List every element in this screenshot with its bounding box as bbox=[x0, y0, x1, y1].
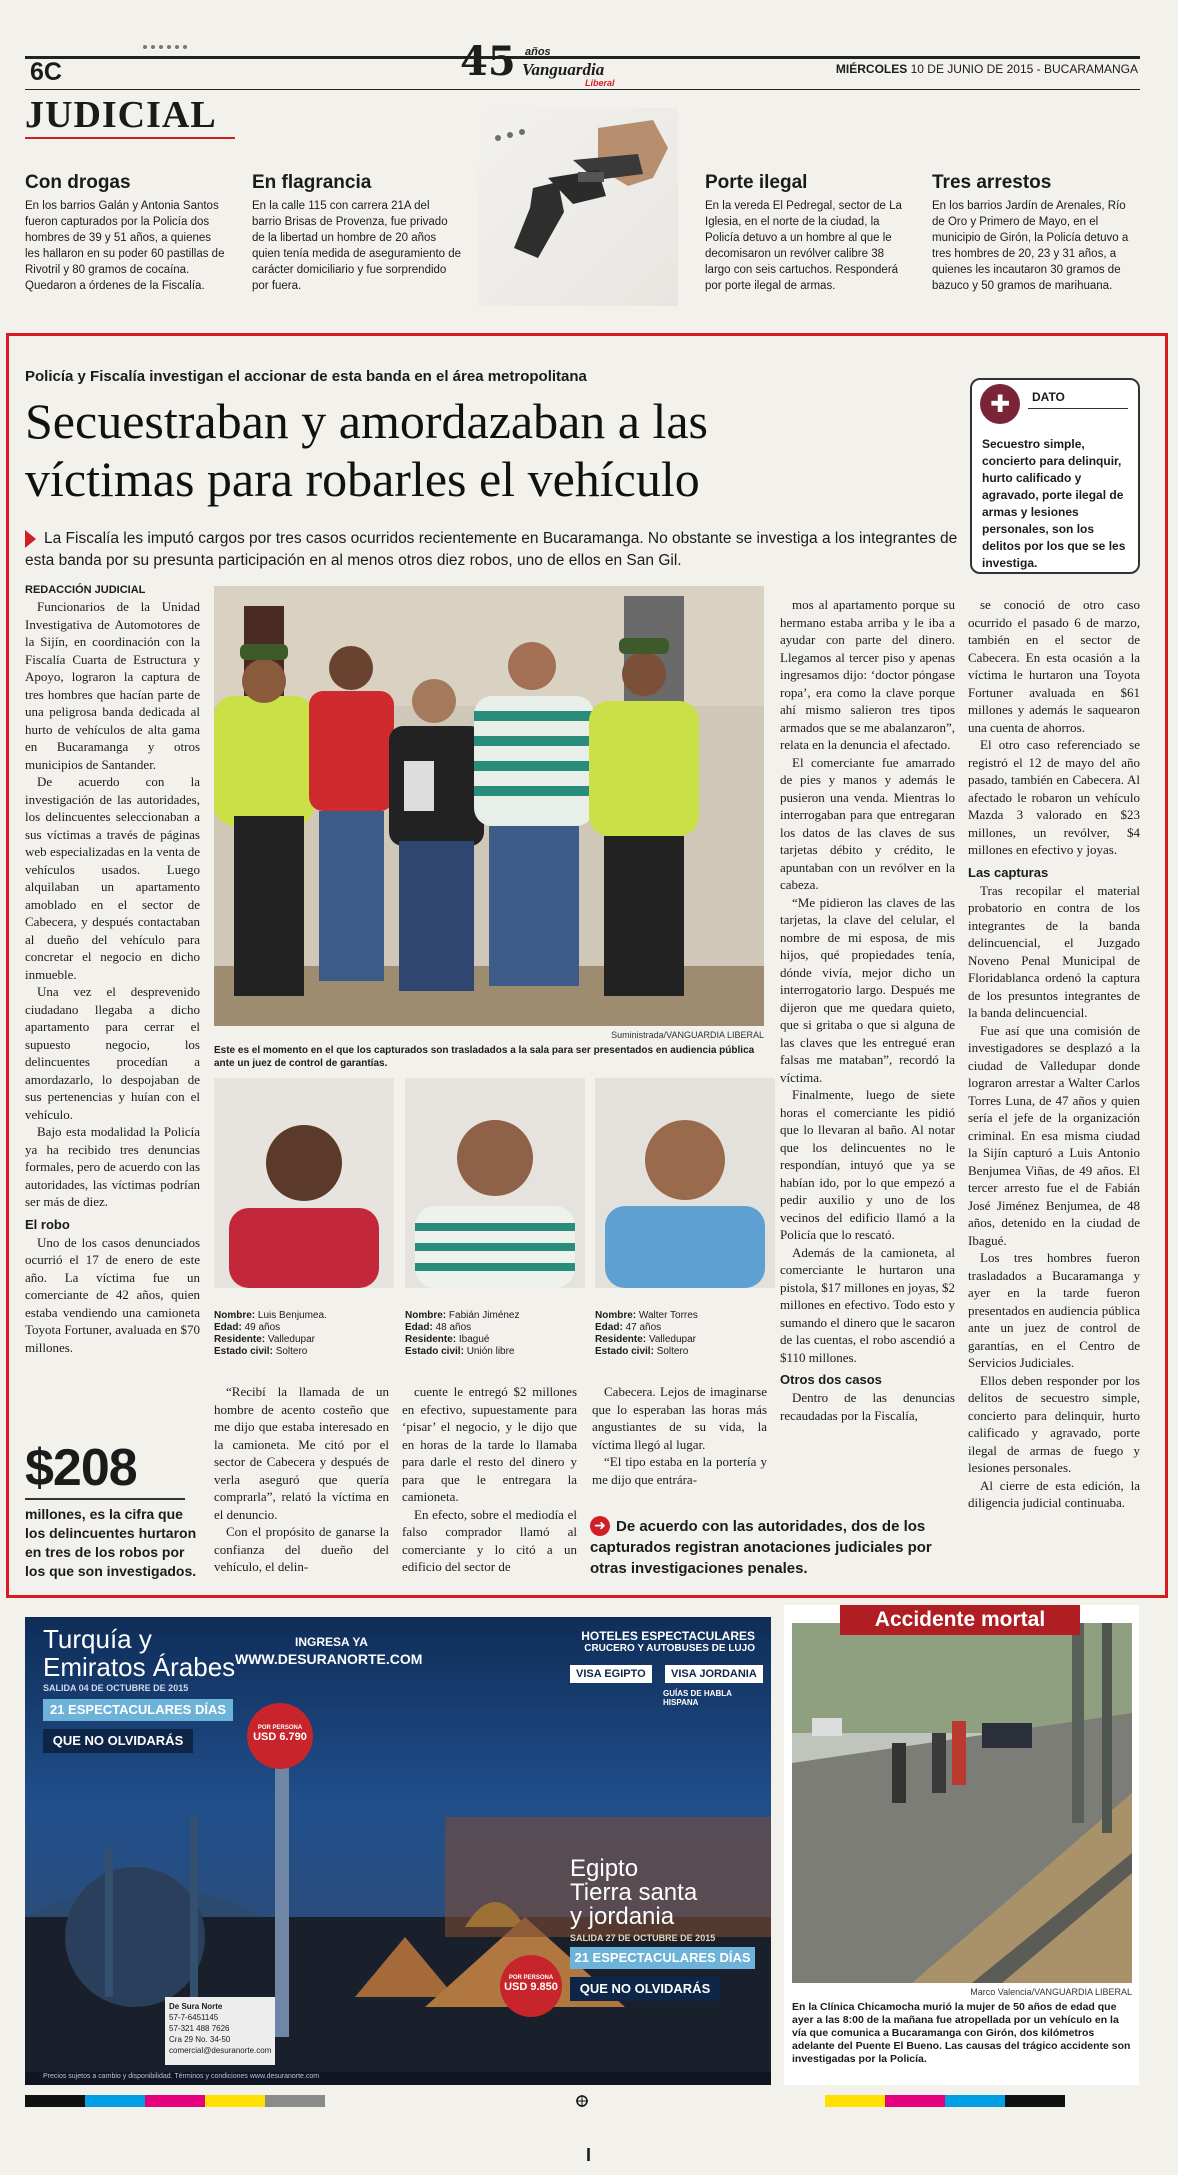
ad-visa-1: VISA EGIPTO bbox=[570, 1665, 652, 1683]
registration-dots bbox=[143, 36, 213, 42]
subhead-el-robo: El robo bbox=[25, 1216, 70, 1232]
ad-phone: 57-7-6451145 bbox=[169, 2013, 219, 2022]
deck-arrow-icon bbox=[25, 530, 36, 548]
brief-title: Tres arrestos bbox=[932, 172, 1052, 193]
ad-title-line: Turquía y bbox=[43, 1624, 152, 1654]
big-number-rule bbox=[25, 1498, 185, 1500]
article-column-2 bbox=[214, 1383, 389, 1576]
mugshot-caption-3 bbox=[595, 1310, 780, 1358]
brief-con-drogas bbox=[25, 172, 225, 294]
logo-name: Vanguardia bbox=[522, 60, 605, 79]
page-end-mark: I bbox=[586, 2145, 592, 2165]
value: Luis Benjumea. bbox=[257, 1310, 327, 1321]
label: Nombre: bbox=[405, 1310, 447, 1321]
paragraph: cuente le entregó $2 millones en efectivo, supuestamente para ‘pisar’ el negocio, y le dijo que en horas de la tarde lo llamaba para darle el resto del dinero y para que le entregara la camioneta. bbox=[402, 1384, 577, 1504]
ad-title-1 bbox=[43, 1625, 235, 1681]
photo-credit: Suministrada/VANGUARDIA LIBERAL bbox=[611, 1030, 764, 1040]
mugshot-fabian-jimenez bbox=[405, 1078, 585, 1288]
accident-caption: En la Clínica Chicamocha murió la mujer de 50 años de edad que ayer a las 8:00 de la mañana fue atropellada por un vehículo en la vía que comunica a Bucaramanga con Girón, dos kilómetros adelante del Puente El Bueno. Las causas del trágico accidente son investigadas por la Policía. bbox=[792, 2001, 1131, 2065]
brief-title: Porte ilegal bbox=[705, 172, 808, 193]
ad-title-line: y jordania bbox=[570, 1903, 675, 1930]
brief-text: En la calle 115 con carrera 21A del barrio Brisas de Provenza, fue privado de la libertad un hombre de 20 años quien tenía medida de aseguramiento de carácter domiciliario y fue sorprendido por fuera. bbox=[252, 200, 462, 292]
date-day: MIÉRCOLES bbox=[835, 62, 908, 76]
label: Edad: bbox=[595, 1322, 623, 1333]
ad-title-2 bbox=[570, 1857, 697, 1929]
label: Estado civil: bbox=[595, 1346, 654, 1357]
value: Unión libre bbox=[466, 1346, 515, 1357]
paragraph: “Me pidieron las claves de las tarjetas, la clave del celular, el nombre de mi esposa, de mis hijos, qué propiedades tenía, dónde vivía, mejor dicho un interrogatorio largo. Después me dijeron que me quedara quieto, que si gritaba o que si alguna de las claves que les entregué eran falsas me mataban”, recordó la víctima. bbox=[780, 894, 955, 1085]
ad-phone: 57-321 488 7626 bbox=[169, 2024, 230, 2033]
puzzle-icon: ✚ bbox=[980, 384, 1020, 424]
paragraph: Uno de los casos denunciados ocurrió el 17 de enero de este año. La víctima fue un comerciante de 42 años, quien estaba vendiendo una camioneta Toyota Fortuner, avaluada en $70 millones. bbox=[25, 1234, 200, 1355]
article-byline: REDACCIÓN JUDICIAL bbox=[25, 584, 146, 596]
ad-salida-1: SALIDA 04 DE OCTUBRE DE 2015 bbox=[43, 1683, 189, 1693]
article-column-3 bbox=[402, 1383, 577, 1576]
value: Walter Torres bbox=[638, 1310, 698, 1321]
big-number: $208 bbox=[25, 1439, 137, 1497]
ad-hoteles bbox=[565, 1629, 755, 1654]
label: Edad: bbox=[214, 1322, 242, 1333]
paragraph: Una vez el desprevenido ciudadano llegaba a dicho apartamento para cerrar el supuesto negocio, los delincuentes procedían a amordazarlo, lo despojaban de sus pertenencias y huían con el vehículo. bbox=[25, 984, 200, 1122]
paragraph: De acuerdo con la investigación de las autoridades, los delincuentes seleccionaban a sus víctimas a través de páginas web especializadas en la venta de vehículos usados. Luego alquilaban un apartamento amoblado en el sector de Cabecera, y después contactaban al dueño del vehículo para concretar el negocio en dicho inmueble. bbox=[25, 774, 200, 982]
accident-photo-credit: Marco Valencia/VANGUARDIA LIBERAL bbox=[970, 1987, 1132, 1997]
brief-text: En la vereda El Pedregal, sector de La Iglesia, en el norte de la ciudad, la Policía detuvo a un hombre al que le decomisaron un revólver calibre 38 largo con seis cartuchos. Responderá por porte ilegal de armas. bbox=[705, 200, 902, 292]
ad-title-line: Emiratos Árabes bbox=[43, 1652, 236, 1682]
paragraph: Los tres hombres fueron trasladados a Bucaramanga y ayer en la tarde fueron presentados en audiencia pública ante un juez de control de garantías, en el Centro de Servicios Judiciales. bbox=[968, 1250, 1140, 1370]
dato-text: Secuestro simple, concierto para delinquir, hurto calificado y agravado, porte ilegal de armas y lesiones personales, son los delitos por los que se les investiga. bbox=[982, 437, 1126, 570]
ad-olvidaras-2: QUE NO OLVIDARÁS bbox=[570, 1977, 720, 2001]
paragraph: Dentro de las denuncias recaudadas por la Fiscalía, bbox=[780, 1390, 955, 1423]
brief-text: En los barrios Galán y Antonia Santos fueron capturados por la Policía dos hombres de 39 y 51 años, a quienes les hallaron en su poder 60 pastillas de Rivotril y 80 gramos de cocaína. Quedaron a órdenes de la Fiscalía. bbox=[25, 200, 225, 292]
captured-suspects-photo bbox=[214, 586, 764, 1026]
article-column-5 bbox=[780, 596, 955, 1424]
mugshot-caption-2 bbox=[405, 1310, 590, 1358]
price-value: USD 6.790 bbox=[253, 1731, 307, 1743]
pull-quote bbox=[590, 1516, 965, 1579]
ad-price-badge-1 bbox=[247, 1703, 313, 1769]
accident-brief bbox=[784, 1605, 1139, 2085]
photo-caption: Este es el momento en el que los capturados son trasladados a la sala para ser presentados en audiencia pública ante un juez de control de garantías. bbox=[214, 1045, 755, 1069]
ad-brand: De Sura Norte bbox=[169, 2002, 223, 2011]
ad-salida-2: SALIDA 27 DE OCTUBRE DE 2015 bbox=[570, 1933, 716, 1943]
value: Soltero bbox=[275, 1346, 308, 1357]
ad-title-line: Tierra santa bbox=[570, 1879, 698, 1906]
brief-title: Con drogas bbox=[25, 172, 131, 193]
deck-text: La Fiscalía les imputó cargos por tres casos ocurridos recientemente en Bucaramanga. No obstante se investiga a los integrantes de esta banda por su presunta participación en al menos otros diez robos, uno de ellos en San Gil. bbox=[25, 530, 958, 569]
article-headline bbox=[25, 392, 960, 508]
ad-email: comercial@desuranorte.com bbox=[169, 2046, 272, 2055]
label: Edad: bbox=[405, 1322, 433, 1333]
paragraph: Al cierre de esta edición, la diligencia judicial continuaba. bbox=[968, 1477, 1140, 1510]
ad-line: CRUCERO Y AUTOBUSES DE LUJO bbox=[584, 1643, 755, 1654]
paragraph: Tras recopilar el material probatorio en contra de los integrantes de la banda delincuencial, el Juzgado Noveno Penal Municipal de Floridablanca ordenó la captura de los presuntos integrantes de la banda delincuencial. bbox=[968, 882, 1140, 1020]
arrow-right-icon: ➜ bbox=[590, 1516, 610, 1536]
travel-advertisement bbox=[25, 1617, 771, 2085]
brief-en-flagrancia bbox=[252, 172, 462, 294]
article-column-1 bbox=[25, 584, 200, 1356]
page-number: 6C bbox=[30, 58, 62, 86]
price-label: POR PERSONA bbox=[257, 1725, 303, 1731]
paragraph: Además de la camioneta, al comerciante le hurtaron una pistola, $17 millones en joyas, $2 millones en efectivo. Todo esto y sumando el dinero que le sacaron de las cuentas, el robo ascendió a $110 millones. bbox=[780, 1244, 955, 1365]
article-column-4 bbox=[592, 1383, 767, 1488]
ad-visa-2: VISA JORDANIA bbox=[665, 1665, 763, 1683]
subhead-otros-casos: Otros dos casos bbox=[780, 1372, 882, 1387]
article-column-6 bbox=[968, 596, 1140, 1512]
page-date bbox=[836, 62, 1138, 76]
paragraph: El otro caso referenciado se registró el 12 de mayo del año pasado, también en Cabecera. Al afectado le robaron un vehículo Mazda 3 valorado en $23 millones, un revólver, $4 millones en efectivo y joyas. bbox=[968, 737, 1140, 857]
paragraph: “El tipo estaba en la portería y me dijo que entrára- bbox=[592, 1454, 767, 1487]
subhead-las-capturas: Las capturas bbox=[968, 864, 1049, 880]
article-kicker: Policía y Fiscalía investigan el accionar de esta banda en el área metropolitana bbox=[25, 368, 587, 385]
label: Estado civil: bbox=[214, 1346, 273, 1357]
brief-tres-arrestos bbox=[932, 172, 1137, 294]
brief-text: En los barrios Jardín de Arenales, Río de Oro y Primero de Mayo, en el municipio de Girón, la Policía detuvo a tres hombres de 20, 23 y 31 años, a quienes les incautaron 30 gramos de bazuco y 50 gramos de marihuana. bbox=[932, 200, 1129, 292]
logo-anos: años bbox=[525, 46, 551, 58]
ad-url: WWW.DESURANORTE.COM bbox=[235, 1651, 423, 1667]
value: Ibagué bbox=[458, 1334, 490, 1345]
paragraph: Con el propósito de ganarse la confianza del dueño del vehículo, el delin- bbox=[214, 1524, 389, 1574]
paragraph: Finalmente, luego de siete horas el comerciante les pidió que lo llevaran al baño. Al notar que los delincuentes no le respondían, intuyó que ya se habían ido, por lo que empezó a pedir auxilio y uno de los vecinos del edificio llamó a la Policía que lo rescató. bbox=[780, 1087, 955, 1242]
ad-dias-2: 21 ESPECTACULARES DÍAS bbox=[570, 1947, 755, 1969]
ad-footer: Precios sujetos a cambio y disponibilidad. Términos y condiciones www.desuranorte.com bbox=[43, 2073, 320, 2080]
headline-line-2: víctimas para robarles el vehículo bbox=[25, 451, 700, 507]
ad-price-badge-2 bbox=[500, 1955, 562, 2017]
ad-line: HOTELES ESPECTACULARES bbox=[581, 1629, 755, 1643]
mugshot-luis-benjumea bbox=[214, 1078, 394, 1288]
paragraph: mos al apartamento porque su hermano estaba arriba y le iba a ayudar con parte del dinero. Llegamos al tercer piso y apenas ingresamos dijo: ‘doctor póngase ropa’, era como la clave porque ahí mismo salieron tres tipos armados que se me abalanzaron”, relata en la denuncia el afectado. bbox=[780, 597, 955, 752]
label: Residente: bbox=[595, 1334, 647, 1345]
price-value: USD 9.850 bbox=[504, 1981, 558, 1993]
price-label: POR PERSONA bbox=[508, 1975, 554, 1981]
ad-contact-box bbox=[165, 1997, 275, 2065]
brief-title: En flagrancia bbox=[252, 172, 372, 193]
label: Residente: bbox=[214, 1334, 266, 1345]
label: Nombre: bbox=[214, 1310, 256, 1321]
paragraph: En efecto, sobre el mediodía el falso comprador llamó al comerciante y lo citó a un edificio del sector de bbox=[402, 1506, 577, 1574]
date-rest: 10 DE JUNIO DE 2015 - BUCARAMANGA bbox=[910, 62, 1138, 76]
section-title: JUDICIAL bbox=[25, 94, 217, 136]
paragraph: “Recibí la llamada de un hombre de acento costeño que me dijo que estaba interesado en la camioneta. Me citó por el sector de Cabecera y después de verla aseguró que quería comprarla”, relató la víctima en el denuncio. bbox=[214, 1384, 389, 1522]
logo-years: 45 bbox=[460, 38, 516, 85]
ad-guias: GUÍAS DE HABLA HISPANA bbox=[663, 1689, 732, 1707]
ad-title-line: Egipto bbox=[570, 1855, 639, 1882]
label: Estado civil: bbox=[405, 1346, 464, 1357]
value: Soltero bbox=[656, 1346, 689, 1357]
paragraph: se conoció de otro caso ocurrido el pasado 6 de marzo, también en el sector de Cabecera. En esta ocasión a la víctima le hurtaron una Toyota Fortuner avaluada en $61 millones y además le saquearon una cuenta de ahorros. bbox=[968, 597, 1140, 735]
revolver-photo bbox=[478, 108, 678, 306]
value: 49 años bbox=[244, 1322, 281, 1333]
big-number-text: millones, es la cifra que los delincuentes hurtaron en tres de los robos por los que son investigados. bbox=[25, 1506, 197, 1579]
dato-divider bbox=[1028, 408, 1128, 409]
logo-sub: Liberal bbox=[585, 78, 615, 88]
paragraph: Cabecera. Lejos de imaginarse que lo esperaban las horas más angustiantes de su vida, la víctima llegó al lugar. bbox=[592, 1384, 767, 1452]
ad-ingresa: INGRESA YA bbox=[295, 1635, 368, 1649]
value: Fabián Jiménez bbox=[448, 1310, 520, 1321]
dato-box bbox=[970, 378, 1140, 574]
label: Nombre: bbox=[595, 1310, 637, 1321]
color-registration-bar bbox=[25, 2094, 1140, 2106]
article-deck bbox=[25, 528, 965, 572]
headline-line-1: Secuestraban y amordazaban a las bbox=[25, 393, 709, 449]
value: 47 años bbox=[625, 1322, 662, 1333]
section-underline bbox=[25, 137, 235, 139]
paragraph: Bajo esta modalidad la Policía ya ha recibido tres denuncias formales, pero de acuerdo con las autoridades, las víctimas podrían ser más de diez. bbox=[25, 1124, 200, 1209]
brief-porte-ilegal bbox=[705, 172, 910, 294]
mugshot-walter-torres bbox=[595, 1078, 775, 1288]
paragraph: Funcionarios de la Unidad Investigativa de Automotores de la Sijín, en coordinación con la Fiscalía Cuarta de Estructura y Apoyo, lograron la captura de tres hombres que hacían parte de una peligrosa banda dedicada al hurto de vehículos de alta gama en Bucaramanga y otros municipios de Santander. bbox=[25, 599, 200, 772]
accident-banner: Accidente mortal bbox=[840, 1605, 1080, 1635]
value: Valledupar bbox=[648, 1334, 696, 1345]
ad-dias-1: 21 ESPECTACULARES DÍAS bbox=[43, 1699, 233, 1721]
ad-address: Cra 29 No. 34-50 bbox=[169, 2035, 231, 2044]
newspaper-logo bbox=[460, 38, 660, 88]
paragraph: Ellos deben responder por los delitos de secuestro simple, concierto para delinquir, hurto calificado y agravado, porte ilegal de armas de fuego y lesiones personales. bbox=[968, 1372, 1140, 1475]
label: Residente: bbox=[405, 1334, 457, 1345]
dato-title: DATO bbox=[1032, 390, 1065, 404]
mugshot-caption-1 bbox=[214, 1310, 399, 1358]
pull-quote-text: De acuerdo con las autoridades, dos de los capturados registran anotaciones judiciales por otras investigaciones penales. bbox=[590, 1518, 932, 1577]
paragraph: El comerciante fue amarrado de pies y manos y además le pusieron una venda. Mientras lo interrogaban para que entregaran los datos de las claves de sus tarjetas débito y crédito, le apuntaban con un revólver en la cabeza. bbox=[780, 754, 955, 892]
value: Valledupar bbox=[267, 1334, 315, 1345]
paragraph: Fue así que una comisión de investigadores se desplazó a la ciudad de Valledupar donde lograron arrestar a Walter Carlos Torres Luna, de 47 años y quien sería el jefe de la organización criminal. En esa misma ciudad la Sijín capturó a Luis Antonio Benjumea Viñas, de 49 años. El tercer arresto fue el de Fabián José Jiménez Benjumea, de 48 años, detenido en la ciudad de Ibagué. bbox=[968, 1022, 1140, 1248]
ad-olvidaras-1: QUE NO OLVIDARÁS bbox=[43, 1729, 193, 1753]
value: 48 años bbox=[435, 1322, 472, 1333]
